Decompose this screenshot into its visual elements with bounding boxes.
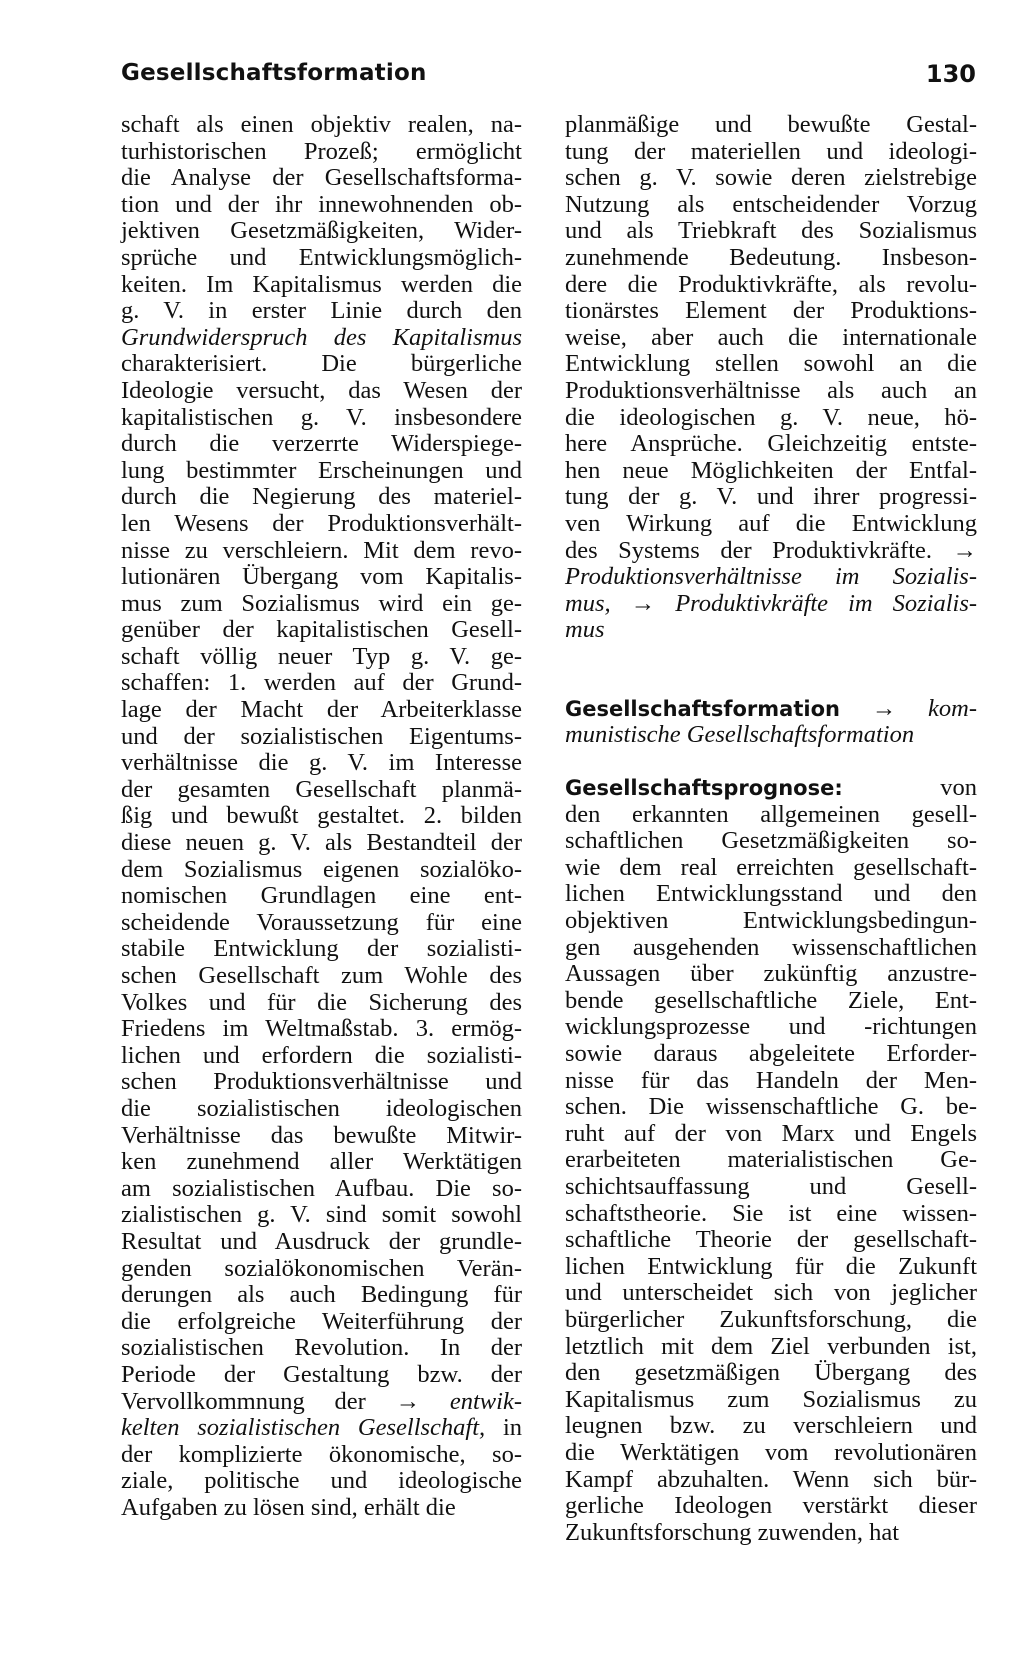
text-line: schen. Die wissenschaftliche G. be- [565, 1093, 977, 1121]
text-line [121, 325, 522, 352]
cross-reference: kelten sozialistischen Gesellschaft, [121, 1414, 486, 1442]
arrow-icon: → [395, 1387, 421, 1415]
text-line: nisse für das Handeln der Men- [565, 1066, 977, 1094]
text-line: keiten. Im Kapitalismus werden die [121, 270, 522, 298]
text-line: ßig und bewußt gestaltet. 2. bilden [121, 802, 522, 830]
text-line: Ideologie versucht, das Wesen der [121, 376, 522, 404]
text-line: charakterisiert. Die bürgerliche [121, 350, 522, 378]
entry-heading: Gesellschaftsprognose: von [565, 774, 977, 802]
text-line: tionärstes Element der Produktions- [565, 297, 977, 325]
right-text-block-2 [565, 802, 977, 1547]
text-line: zunehmende Bedeutung. Insbeson- [565, 243, 977, 271]
text-line: schaftliche Theorie der gesellschaft- [565, 1226, 977, 1254]
text-line: nomischen Grundlagen eine ent- [121, 882, 522, 910]
text-line: Entwicklung stellen sowohl an die [565, 350, 977, 378]
text-line: schaffen: 1. werden auf der Grund- [121, 669, 522, 697]
text-line: zialistischen g. V. sind somit sowohl [121, 1201, 522, 1229]
text-line: schaftstheorie. Sie ist eine wissen- [565, 1199, 977, 1227]
text-line: Kapitalismus zum Sozialismus zu [565, 1385, 977, 1413]
entry-separator [565, 749, 977, 775]
text-line: planmäßige und bewußte Gestal- [565, 111, 977, 138]
text-line: Produktionsverhältnisse als auch an [565, 376, 977, 404]
cross-reference: munistische Gesellschaftsformation [565, 721, 915, 749]
text-line: Periode der Gestaltung bzw. der [121, 1360, 522, 1388]
text-line: weise, aber auch die internationale [565, 323, 977, 351]
text-line: Aussagen über zukünftig anzustre- [565, 960, 977, 988]
text-line: Nutzung als entscheidender Vorzug [565, 190, 977, 218]
text-line: Verhältnisse das bewußte Mitwir- [121, 1121, 522, 1149]
text-line [565, 564, 977, 591]
text-line: den erkannten allgemeinen gesell- [565, 800, 977, 828]
text-line: Friedens im Weltmaßstab. 3. ermög- [121, 1015, 522, 1043]
text-line [565, 591, 977, 618]
text-line: leugnen bzw. zu verschleiern und [565, 1412, 977, 1440]
page-number: 130 [925, 60, 976, 88]
text-line: kapitalistischen g. V. insbesondere [121, 403, 522, 431]
text-line: diese neuen g. V. als Bestandteil der [121, 829, 522, 857]
text-line: und unterscheidet sich von jeglicher [565, 1279, 977, 1307]
text-line: ven Wirkung auf die Entwicklung [565, 509, 977, 537]
text-line: objektiven Entwicklungsbedingun- [565, 907, 977, 935]
text-line: verhältnisse die g. V. im Interesse [121, 749, 522, 777]
text-line: here Ansprüche. Gleichzeitig entste- [565, 430, 977, 458]
text-line: genüber der kapitalistischen Gesell- [121, 616, 522, 644]
entry-heading [565, 696, 977, 723]
text-line: schaft völlig neuer Typ g. V. ge- [121, 642, 522, 670]
text-line: ruht auf der von Marx und Engels [565, 1119, 977, 1147]
text-line: stabile Entwicklung der sozialisti- [121, 935, 522, 963]
cross-reference: Produktivkräfte im Sozialis- [675, 589, 978, 617]
text-line: lichen und erfordern die sozialisti- [121, 1041, 522, 1069]
running-head: Gesellschaftsformation [121, 60, 427, 86]
text-line: Zukunftsforschung zuwenden, hat [565, 1518, 900, 1546]
text-line: mus zum Sozialismus wird ein ge- [121, 589, 522, 617]
text-line: Vervollkommnung der → entwik- [121, 1387, 522, 1415]
text-line: schaftlichen Gesetzmäßigkeiten so- [565, 827, 977, 855]
text-line: letztlich mit dem Ziel verbunden ist, [565, 1332, 977, 1360]
text-line: sozialistischen Revolution. In der [121, 1334, 522, 1362]
cross-reference: entwik- [449, 1387, 522, 1415]
text-line: erarbeiteten materialistischen Ge- [565, 1146, 977, 1174]
text-line: nisse zu verschleiern. Mit dem revo- [121, 536, 522, 564]
text-line: ziale, politische und ideologische [121, 1467, 522, 1495]
text-line: die Analyse der Gesellschaftsforma- [121, 164, 522, 192]
text-line: genden sozialökonomischen Verän- [121, 1254, 522, 1282]
left-column [121, 112, 522, 1521]
text-line: Resultat und Ausdruck der grundle- [121, 1227, 522, 1255]
left-text-block-3 [121, 1442, 522, 1522]
right-column [565, 112, 977, 1546]
text-line: schichtsauffassung und Gesell- [565, 1172, 977, 1200]
arrow-icon: → [630, 589, 656, 617]
entry-separator [565, 644, 977, 670]
text-line: und der sozialistischen Eigentums- [121, 722, 522, 750]
text-line: bürgerlicher Zukunftsforschung, die [565, 1305, 977, 1333]
text-line: schen Gesellschaft zum Wohle des [121, 962, 522, 989]
text-line: Kampf abzuhalten. Wenn sich bür- [565, 1465, 977, 1493]
text-line: tung der materiellen und ideologi- [565, 137, 977, 165]
text-line [565, 617, 977, 644]
text-line: wicklungsprozesse und -richtungen [565, 1013, 977, 1041]
text-line: schen Produktionsverhältnisse und [121, 1068, 522, 1096]
left-text-block-2 [121, 351, 522, 1388]
text-line: g. V. in erster Linie durch den [121, 297, 522, 325]
text-line: gen ausgehenden wissenschaftlichen [565, 933, 977, 961]
text-line: lutionären Übergang vom Kapitalis- [121, 563, 522, 591]
text-line: len Wesens der Produktionsverhält- [121, 509, 522, 537]
cross-reference: mus [565, 616, 605, 644]
text-line: die ideologischen g. V. neue, hö- [565, 403, 977, 431]
text-line: tung der g. V. und ihrer progressi- [565, 483, 977, 511]
text-line: lung bestimmter Erscheinungen und [121, 456, 522, 484]
text-line: kelten sozialistischen Gesellschaft, in [121, 1414, 522, 1442]
text-line: der komplizierte ökonomische, so- [121, 1440, 522, 1468]
text-line: ken zunehmend aller Werktätigen [121, 1148, 522, 1176]
text-line: lichen Entwicklung für die Zukunft [565, 1252, 977, 1280]
text-line: lichen Entwicklungsstand und den [565, 880, 977, 908]
text-line: turhistorischen Prozeß; ermöglicht [121, 137, 522, 165]
text-line: gerliche Ideologen verstärkt dieser [565, 1492, 977, 1520]
left-text-block-1 [121, 112, 522, 325]
text-line: des Systems der Produktivkräfte. → [565, 536, 977, 564]
text-line: sprüche und Entwicklungsmöglich- [121, 243, 522, 271]
entry-separator [565, 670, 977, 696]
text-line: und als Triebkraft des Sozialismus [565, 217, 977, 245]
text-line: der gesamten Gesellschaft planmä- [121, 775, 522, 803]
text-line: die erfolgreiche Weiterführung der [121, 1307, 522, 1335]
arrow-icon: → [952, 536, 977, 564]
arrow-icon: → [871, 694, 897, 722]
text-line: tion und der ihr innewohnenden ob- [121, 190, 522, 218]
text-line: Aufgaben zu lösen sind, erhält die [121, 1493, 456, 1521]
text-line: sowie daraus abgeleitete Erforder- [565, 1040, 977, 1067]
cross-reference: mus, [565, 589, 611, 617]
text-line: am sozialistischen Aufbau. Die so- [121, 1174, 522, 1202]
text-line: durch die verzerrte Widerspiege- [121, 430, 522, 458]
lemma: Gesellschaftsformation [565, 696, 840, 721]
text-line: jektiven Gesetzmäßigkeiten, Wider- [121, 217, 522, 245]
text-line: durch die Negierung des materiel- [121, 483, 522, 511]
text-line: die Werktätigen vom revolutionären [565, 1438, 977, 1466]
text-line: dem Sozialismus eigenen sozialöko- [121, 855, 522, 883]
text-line: schaft als einen objektiv realen, na- [121, 111, 522, 138]
text-line: dere die Produktivkräfte, als revolu- [565, 270, 977, 298]
lemma: Gesellschaftsprognose: [565, 776, 843, 801]
text-line [565, 722, 977, 749]
text-line: Volkes und für die Sicherung des [121, 988, 522, 1016]
right-text-block-1 [565, 112, 977, 538]
cross-reference: Grundwiderspruch des Kapitalismus [121, 323, 522, 351]
text-line: hen neue Möglichkeiten der Entfal- [565, 456, 977, 484]
cross-reference: kom- [928, 694, 977, 722]
text-line: wie dem real erreichten gesellschaft- [565, 853, 977, 881]
text-line: schen g. V. sowie deren zielstrebige [565, 164, 977, 192]
text-line: bende gesellschaftliche Ziele, Ent- [565, 986, 977, 1014]
text-line: derungen als auch Bedingung für [121, 1281, 522, 1309]
text-line: die sozialistischen ideologischen [121, 1094, 522, 1122]
cross-reference: Produktionsverhältnisse im Sozialis- [565, 563, 977, 591]
text-line: scheidende Voraussetzung für eine [121, 908, 522, 936]
text-line: den gesetzmäßigen Übergang des [565, 1359, 977, 1387]
text-line: lage der Macht der Arbeiterklasse [121, 696, 522, 724]
